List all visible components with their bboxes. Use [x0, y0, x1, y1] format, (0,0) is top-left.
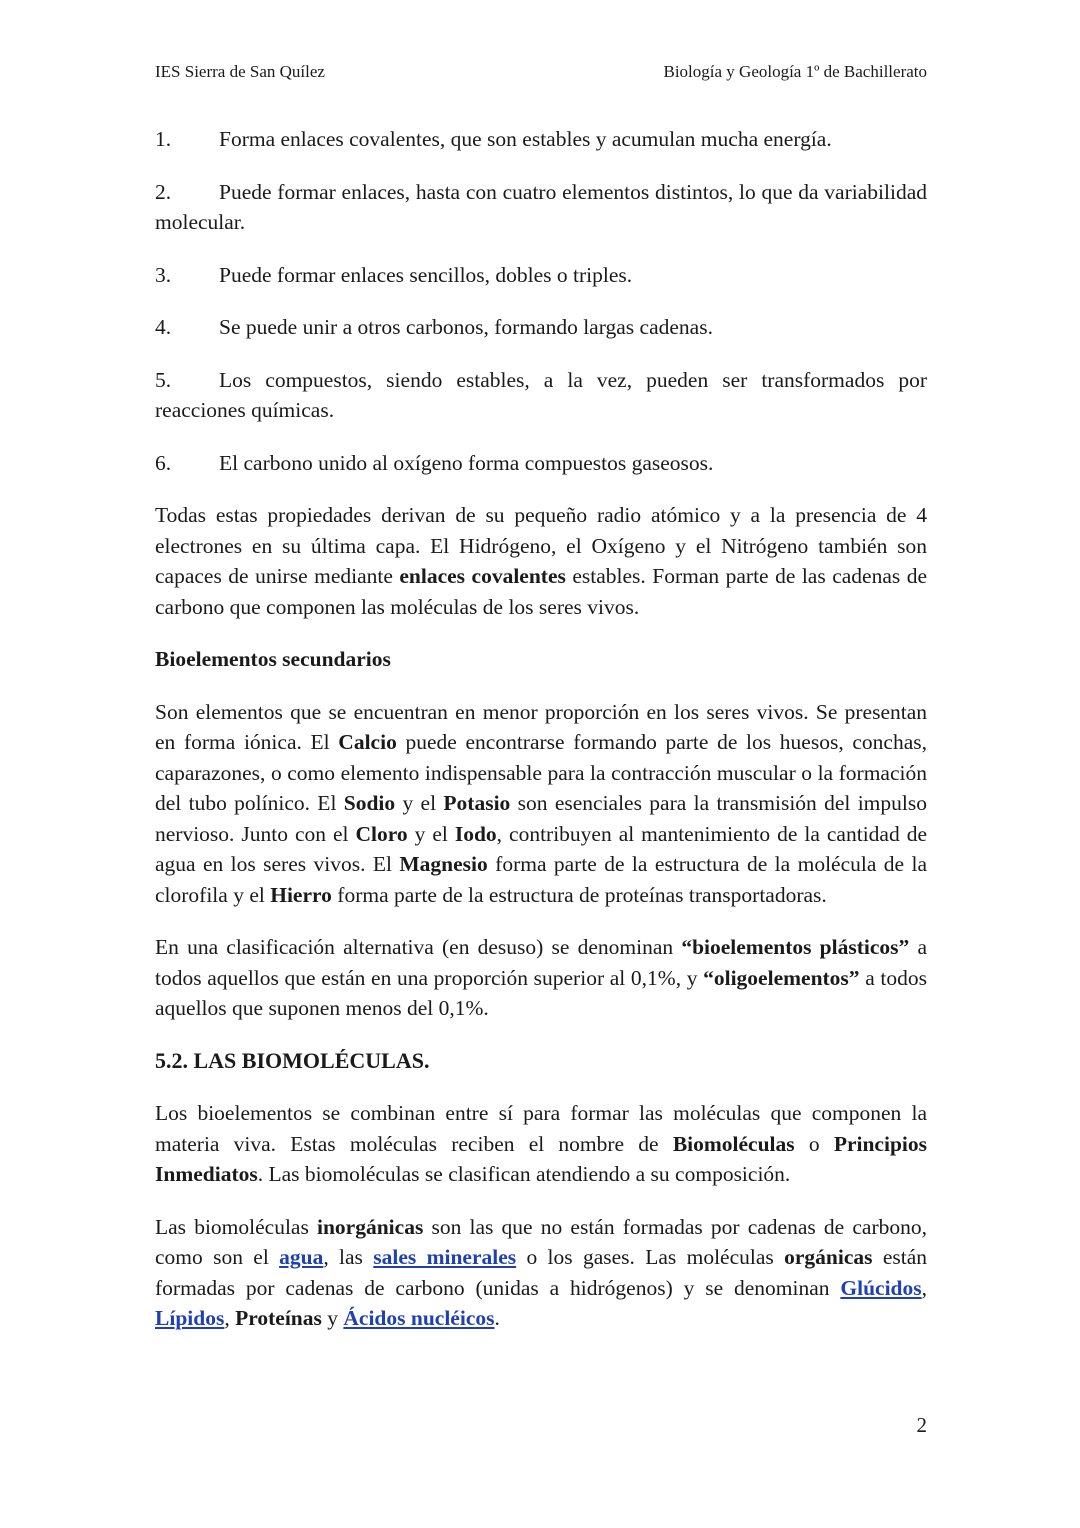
link-glucidos[interactable]: Glúcidos [840, 1275, 922, 1300]
list-text: Forma enlaces covalentes, que son estables y acumulan mucha energía. [219, 127, 832, 151]
text-run: a todos aquellos que suponen menos del 0,1%. [155, 965, 927, 1020]
subheading: Bioelementos secundarios [155, 647, 391, 671]
bold-term: “bioelementos plásticos” [681, 935, 910, 959]
text-run: y [321, 1306, 344, 1330]
text-run: , las [323, 1245, 374, 1269]
header-course: Biología y Geología 1º de Bachillerato [663, 62, 927, 81]
text-run: son esenciales para la transmisión del impulso nervioso. Junto con el [155, 791, 927, 846]
list-number: 6. [155, 450, 172, 475]
text-run: . Las biomoléculas se clasifican atendiendo a su composición. [257, 1162, 791, 1186]
page-body [155, 124, 927, 1356]
list-item [155, 177, 927, 238]
text-run: forma parte de la estructura de proteínas transportadoras. [331, 882, 827, 907]
list-item [155, 124, 927, 155]
bold-term: inorgánicas [317, 1214, 424, 1239]
bold-term: Hierro [270, 882, 332, 907]
list-text: Los compuestos, siendo estables, a la vez, pueden ser transformados por reacciones químicas. [155, 367, 927, 422]
text-run: Todas estas propiedades derivan de su pequeño radio atómico y a la presencia de 4 electrones en su última capa. El Hidrógeno, el Oxígeno y el Nitrógeno también son capaces de unirse mediante [155, 503, 927, 588]
bold-term: enlaces covalentes [399, 564, 566, 588]
paragraph-properties [155, 500, 927, 622]
text-run: y el [395, 791, 444, 815]
paragraph-types [155, 1212, 927, 1334]
list-number: 2. [155, 179, 172, 204]
link-sales-minerales[interactable]: sales minerales [373, 1245, 517, 1269]
list-text: Se puede unir a otros carbonos, formando largas cadenas. [219, 315, 713, 339]
bold-term: Magnesio [399, 852, 488, 876]
text-run: estables. Forman parte de las cadenas de carbono que componen las moléculas de los seres vivos. [155, 564, 928, 619]
link-acidos-nucleicos[interactable]: Ácidos nucléicos [343, 1306, 495, 1330]
paragraph-secondary [155, 697, 927, 911]
list-item [155, 448, 927, 479]
text-run: En una clasificación alternativa (en desuso) se denominan [155, 935, 682, 959]
text-run: están formadas por cadenas de carbono (unidas a hidrógenos) y se denominan [155, 1245, 928, 1300]
list-item [155, 260, 927, 291]
list-item [155, 365, 927, 426]
bold-term: orgánicas [784, 1245, 873, 1269]
page-header [155, 62, 927, 86]
bold-term: Principios Inmediatos [155, 1131, 927, 1186]
list-text: El carbono unido al oxígeno forma compuestos gaseosos. [219, 450, 714, 475]
text-run: Los bioelementos se combinan entre sí para formar las moléculas que componen la materia viva. Estas moléculas reciben el nombre de [155, 1101, 927, 1156]
text-run: forma parte de la estructura de la molécula de la clorofila y el [155, 852, 927, 907]
text-run: son las que no están formadas por cadenas de carbono, como son el [155, 1214, 927, 1269]
bold-term: Calcio [338, 730, 397, 754]
list-text: Puede formar enlaces sencillos, dobles o triples. [219, 262, 633, 287]
text-run: . [494, 1306, 500, 1330]
text-run: o los gases. Las moléculas [516, 1245, 785, 1269]
list-number: 3. [155, 262, 172, 287]
list-text: Puede formar enlaces, hasta con cuatro elementos distintos, lo que da variabilidad molecular. [155, 179, 927, 234]
text-run: , contribuyen al mantenimiento de la cantidad de agua en los seres vivos. El [155, 821, 927, 876]
text-run: Son elementos que se encuentran en menor proporción en los seres vivos. Se presentan en forma iónica. El [155, 699, 927, 754]
bold-term: Proteínas [235, 1306, 322, 1330]
list-item [155, 312, 927, 343]
text-run: a todos aquellos que están en una proporción superior al 0,1%, y [155, 935, 927, 990]
list-number: 5. [155, 367, 172, 392]
bold-term: Cloro [355, 821, 408, 846]
link-lipidos[interactable]: Lípidos [155, 1306, 225, 1330]
list-number: 1. [155, 127, 172, 151]
bold-term: Iodo [454, 821, 497, 846]
text-run: o [794, 1131, 834, 1156]
bold-term: Biomoléculas [672, 1131, 795, 1156]
bold-term: “oligoelementos” [703, 965, 860, 990]
page-number: 2 [916, 1413, 927, 1437]
paragraph-alternative [155, 932, 927, 1024]
bold-term: Sodio [343, 791, 396, 815]
list-number: 4. [155, 315, 172, 339]
text-run: , [921, 1275, 927, 1300]
paragraph-biomolecules [155, 1098, 927, 1190]
bold-term: Potasio [443, 791, 511, 815]
header-school: IES Sierra de San Quílez [155, 62, 325, 81]
text-run: Las biomoléculas [155, 1214, 317, 1239]
text-run: , [224, 1306, 236, 1330]
link-agua[interactable]: agua [279, 1245, 324, 1269]
section-heading: 5.2. LAS BIOMOLÉCULAS. [155, 1047, 430, 1073]
text-run: y el [407, 821, 455, 846]
text-run: puede encontrarse formando parte de los huesos, conchas, caparazones, o como elemento indispensable para la contracción muscular o la formación del tubo polínico. El [155, 730, 927, 815]
